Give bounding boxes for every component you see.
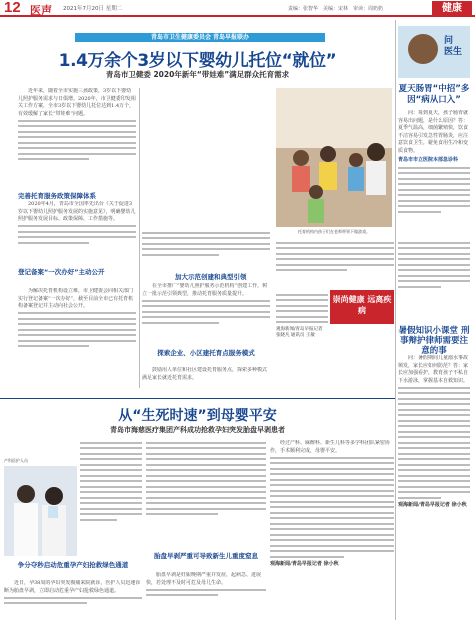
kindergarten-photo-image <box>276 88 392 227</box>
section-body-model: 鼓励用人单位和社区建设托育服务点，探索多种模式满足家长就近托育需求。 <box>142 367 268 381</box>
section-divider <box>0 398 395 399</box>
section-body-demo: 在全市推广“婴幼儿照护服务示范机构”创建工作，树立一批示范引领典型，推动托育服务质量提升。 <box>142 283 270 345</box>
kindergarten-photo <box>276 88 392 227</box>
summer-knowledge-title: 暑假知识小课堂 刑事辩护律师需要注意的事 <box>398 326 470 356</box>
bottom-photo-caption: 产科医护人员 <box>4 458 28 463</box>
intro-text: 近年来，随着全市实施三孩政策，3岁以下婴幼儿照护服务需求与日俱增。2020年，市卫健委印发相关工作方案，全市3岁以下婴幼儿托位达到1.4万个，有效缓解了家长“带娃难”问题。 <box>18 88 136 188</box>
column-rule <box>139 88 140 388</box>
section-heading-model: 探索企业、小区建托育点服务模式 <box>157 349 255 357</box>
page-number: 12 <box>4 0 21 16</box>
bottom-subhead: 青岛市海慈医疗集团产科成功抢救孕妇突发胎盘早剥患者 <box>110 426 285 434</box>
summer-knowledge-body: 问：暑假期间儿童溺水事故频发，家长应如何防范？答：家长应加强看护，教育孩子不私自下水游泳，掌握基本自救知识。 观海新闻/青岛早报记者 徐小秋 <box>398 355 469 508</box>
column3-text <box>276 240 394 288</box>
bottom-body-rescue: 近日，孕38周的孕妇突发腹痛来院就诊，医护人员迅速诊断为胎盘早剥，立即启动危重孕产妇抢救绿色通道。 <box>4 580 142 618</box>
health-badge: 崇尚健康 远离疾病 <box>330 290 394 324</box>
sidebar-title: 夏天肠胃“中招”多因“病从口入” <box>398 84 470 105</box>
column3-text-lower: 观海新闻/青岛早报记者 张晓凡 通讯员 王敏 <box>276 292 328 392</box>
section-heading-policy: 完善托育服务政策保障体系 <box>18 192 96 200</box>
main-headline: 1.4万余个3岁以下婴幼儿托位“就位” <box>58 51 337 71</box>
sidebar-body: 问：每到夏天，孩子肠胃就容易出问题，是什么原因？答：夏季气温高，细菌繁殖快，饮食不洁容易引发急性胃肠炎，应注意饮食卫生，避免食用生冷和变质食物。 青岛市市立医院本部急诊科 <box>398 110 470 238</box>
bottom-col1-text <box>80 440 142 558</box>
section-body-policy: 2020年4月，青岛市全国率先出台《关于促进3岁以下婴幼儿照护服务发展的实施意见》，明确婴幼儿照护服务发展目标、政策保障、工作措施等。 <box>18 201 136 265</box>
bottom-heading-abruption: 胎盘早剥严重可导致新生儿重度窒息 <box>154 552 258 560</box>
photo-caption: 托育机构内孩子们在老师带领下做游戏。 <box>298 229 370 234</box>
health-logo: 健康 <box>432 1 472 16</box>
ask-doctor-label: 问 医生 <box>444 36 463 57</box>
sponsor-band: 青岛市卫生健康委员会 青岛早报联办 <box>75 33 325 42</box>
sidebar-rule <box>395 20 396 620</box>
masthead <box>0 0 475 17</box>
section-body-registration: 为解决托育机构设立难，市卫健委会同相关部门实行登记备案“一次办好”，截至目前全市已有托育机构备案登记并主动向社会公开。 <box>18 288 136 388</box>
editor-line: 责编：张智华 美编：宋林 审读：周奶奶 <box>288 6 384 12</box>
doctor-avatar-icon <box>408 34 438 64</box>
bottom-headline: 从“生死时速”到母婴平安 <box>118 408 277 424</box>
medical-staff-photo <box>4 466 77 556</box>
medical-staff-image <box>4 466 77 556</box>
bottom-heading-rescue: 争分夺秒启动危重孕产妇抢救绿色通道 <box>17 561 129 569</box>
sidebar-body-continued <box>398 240 470 320</box>
column2-text <box>142 230 270 270</box>
section-heading-demo: 加大示范创建和典型引领 <box>175 273 247 281</box>
bottom-col2-text <box>146 440 266 548</box>
main-subhead: 青岛市卫健委 2020年新年“带娃难”满足群众托育需求 <box>105 70 290 79</box>
bottom-col3-text: 经过产科、麻醉科、新生儿科等多学科团队紧密协作，手术顺利完成，母婴平安。 观海新闻/青岛早报记者 徐小秋 <box>270 440 394 618</box>
bottom-body-abruption: 胎盘早剥是妊娠晚期严重并发症，起病急、进展快，若处理不及时可危及母儿生命。 <box>146 572 266 618</box>
section-heading-registration: 登记备案“一次办好”主动公开 <box>18 268 105 276</box>
section-name: 医声 <box>30 4 52 17</box>
issue-date: 2021年7月20日 星期二 <box>63 6 123 12</box>
